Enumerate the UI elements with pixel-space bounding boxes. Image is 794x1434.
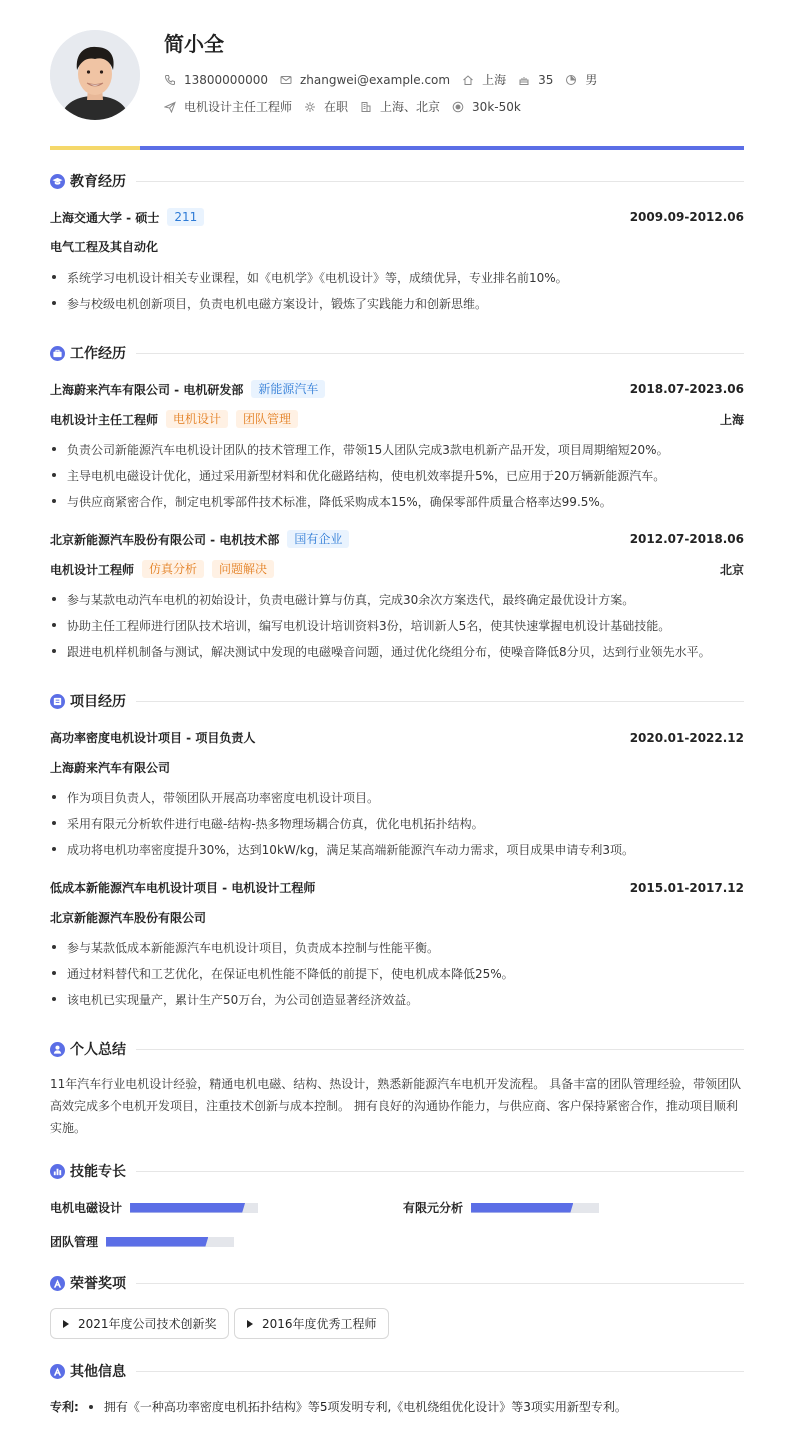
job-location: 上海 <box>719 412 744 427</box>
job-date: 2012.07-2018.06 <box>629 532 744 546</box>
list-item: 采用有限元分析软件进行电磁-结构-热多物理场耦合仿真，优化电机拓扑结构。 <box>50 815 744 832</box>
skill-fill <box>106 1237 208 1247</box>
phone-icon <box>164 74 176 86</box>
user-icon <box>50 1042 65 1057</box>
list-item: 协助主任工程师进行团队技术培训，编写电机设计培训资料3份，培训新人5名，使其快速掌握电机设计基础技能。 <box>50 617 744 634</box>
age-item <box>518 73 553 87</box>
status-item <box>304 98 348 115</box>
email-item <box>280 73 450 87</box>
info-icon <box>50 1364 65 1379</box>
list-item: 主导电机电磁设计优化，通过采用新型材料和优化磁路结构，使电机效率提升5%，已应用于20万辆新能源汽车。 <box>50 467 744 484</box>
job-company <box>50 380 325 398</box>
section-title-work: 工作经历 <box>70 346 126 362</box>
send-icon <box>164 101 176 113</box>
list-item: 成功将电机功率密度提升30%，达到10kW/kg，满足某高端新能源汽车动力需求，项目成果申请专利3项。 <box>50 841 744 858</box>
salary-text: 30k-50k <box>472 99 521 114</box>
skill-tag: 团队管理 <box>236 410 298 428</box>
target-city-item <box>360 98 440 115</box>
salary-item <box>452 100 521 114</box>
section-line <box>136 353 744 354</box>
skill-name: 有限元分析 <box>403 1201 464 1215</box>
list-item: 与供应商紧密合作，制定电机零部件技术标准，降低采购成本15%，确保零部件质量合格率达99.5%。 <box>50 493 744 510</box>
phone-item <box>164 73 268 87</box>
section-work <box>50 343 744 363</box>
divider-blue <box>140 146 744 150</box>
list-item: 跟进电机样机制备与测试，解决测试中发现的电磁噪音问题，通过优化绕组分布，使噪音降低8分贝，达到行业领先水平。 <box>50 643 744 660</box>
graduation-cap-icon <box>50 174 65 189</box>
education-header-row <box>50 208 744 226</box>
skill-item <box>50 1233 234 1250</box>
skill-track <box>471 1203 599 1213</box>
city-item <box>462 71 506 88</box>
other-info-row <box>50 1398 627 1415</box>
status-text: 在职 <box>324 100 349 114</box>
skill-track <box>130 1203 258 1213</box>
project-name: 高功率密度电机设计项目 - 项目负责人 <box>50 731 256 745</box>
company-tag: 国有企业 <box>287 530 349 548</box>
skill-item <box>50 1199 258 1216</box>
skill-tag: 问题解决 <box>212 560 274 578</box>
company-tag: 新能源汽车 <box>251 380 325 398</box>
email-text[interactable]: zhangwei@example.com <box>299 72 451 87</box>
age-text: 35 <box>538 72 554 87</box>
job-title <box>50 410 298 428</box>
bullet-dot <box>89 1405 93 1409</box>
project-company: 北京新能源汽车股份有限公司 <box>50 911 207 925</box>
other-text: 拥有《一种高功率密度电机拓扑结构》等5项发明专利,《电机绕组优化设计》等3项实用新型专利。 <box>103 1400 627 1414</box>
home-icon <box>462 74 474 86</box>
list-item: 参与某款电动汽车电机的初始设计，负责电磁计算与仿真，完成30余次方案迭代，最终确定最优设计方案。 <box>50 591 744 608</box>
section-title-summary: 个人总结 <box>70 1042 126 1058</box>
section-line <box>136 181 744 182</box>
section-title-other: 其他信息 <box>70 1364 126 1380</box>
section-line <box>136 1371 744 1372</box>
section-skills <box>50 1161 744 1181</box>
list-item: 参与某款低成本新能源汽车电机设计项目，负责成本控制与性能平衡。 <box>50 939 744 956</box>
play-icon <box>247 1320 253 1328</box>
gender-icon <box>565 74 577 86</box>
project-icon <box>50 694 65 709</box>
project-name: 低成本新能源汽车电机设计项目 - 电机设计工程师 <box>50 881 316 895</box>
skill-name: 团队管理 <box>50 1235 99 1249</box>
contact-row <box>164 71 609 88</box>
section-awards <box>50 1273 744 1293</box>
other-label: 专利: <box>50 1400 79 1414</box>
header-divider <box>50 146 744 150</box>
school-name: 上海交通大学 - 硕士 <box>50 210 160 225</box>
target-city-text: 上海、北京 <box>380 100 441 114</box>
job-title-text: 电机设计工程师 <box>50 562 135 577</box>
summary-text <box>50 1073 744 1139</box>
skill-tag: 电机设计 <box>166 410 228 428</box>
job-title-row <box>50 560 744 578</box>
mail-icon <box>280 74 292 86</box>
job-title-text: 电机设计主任工程师 <box>50 412 159 427</box>
skill-tag: 仿真分析 <box>142 560 204 578</box>
skill-track <box>106 1237 234 1247</box>
job-header-row <box>50 530 744 548</box>
building-icon <box>360 101 372 113</box>
phone-text[interactable]: 13800000000 <box>184 72 268 87</box>
position-text: 电机设计主任工程师 <box>184 100 293 114</box>
section-title-education: 教育经历 <box>70 174 126 190</box>
summary-line: 高效完成多个电机开发项目，注重技术创新与成本控制。 拥有良好的沟通协作能力，与供应商、客户保持紧密合作，推动项目顺利 <box>50 1099 738 1113</box>
job-date: 2018.07-2023.06 <box>629 382 744 396</box>
skill-item <box>403 1199 599 1216</box>
status-icon <box>304 101 316 113</box>
project-company: 上海蔚来汽车有限公司 <box>50 761 171 775</box>
skill-name: 电机电磁设计 <box>50 1201 123 1215</box>
section-line <box>136 1049 744 1050</box>
list-item: 作为项目负责人，带领团队开展高功率密度电机设计项目。 <box>50 789 744 806</box>
summary-line: 11年汽车行业电机设计经验，精通电机电磁、结构、热设计，熟悉新能源汽车电机开发流程。 具备丰富的团队管理经验，带领团队 <box>50 1077 742 1091</box>
skill-fill <box>471 1203 573 1213</box>
school-tag: 211 <box>167 208 204 226</box>
divider-yellow <box>50 146 140 150</box>
avatar <box>50 30 140 120</box>
project-header-row <box>50 729 744 746</box>
city-text: 上海 <box>482 73 507 87</box>
position-item <box>164 98 292 115</box>
list-item: 负责公司新能源汽车电机设计团队的技术管理工作，带领15人团队完成3款电机新产品开发，项目周期缩短20%。 <box>50 441 744 458</box>
job-company <box>50 530 349 548</box>
coin-icon <box>452 101 464 113</box>
project-date: 2020.01-2022.12 <box>629 730 744 745</box>
section-project <box>50 691 744 711</box>
project-header-row <box>50 879 744 896</box>
cake-icon <box>518 74 530 86</box>
section-title-skills: 技能专长 <box>70 1164 126 1180</box>
company-name: 上海蔚来汽车有限公司 - 电机研发部 <box>50 382 244 397</box>
section-education <box>50 171 744 191</box>
job-title-row <box>50 410 744 428</box>
education-major: 电气工程及其自动化 <box>50 240 159 254</box>
education-date: 2009.09-2012.06 <box>629 210 744 224</box>
section-other <box>50 1361 744 1381</box>
briefcase-icon <box>50 346 65 361</box>
project-date: 2015.01-2017.12 <box>629 880 744 895</box>
gender-text: 男 <box>585 73 598 87</box>
job-location: 北京 <box>719 562 744 577</box>
award-chip <box>234 1308 389 1339</box>
bar-chart-icon <box>50 1164 65 1179</box>
job-title <box>50 560 274 578</box>
section-line <box>136 1171 744 1172</box>
list-item: 系统学习电机设计相关专业课程，如《电机学》《电机设计》等，成绩优异，专业排名前10%。 <box>50 269 744 286</box>
award-text: 2016年度优秀工程师 <box>262 1317 377 1331</box>
award-text: 2021年度公司技术创新奖 <box>78 1317 217 1331</box>
section-title-project: 项目经历 <box>70 694 126 710</box>
company-name: 北京新能源汽车股份有限公司 - 电机技术部 <box>50 532 280 547</box>
list-item: 通过材料替代和工艺优化，在保证电机性能不降低的前提下，使电机成本降低25%。 <box>50 965 744 982</box>
section-title-awards: 荣誉奖项 <box>70 1276 126 1292</box>
gender-item <box>565 71 597 88</box>
section-summary <box>50 1039 744 1059</box>
list-item: 该电机已实现量产，累计生产50万台，为公司创造显著经济效益。 <box>50 991 744 1008</box>
award-icon <box>50 1276 65 1291</box>
section-line <box>136 701 744 702</box>
play-icon <box>63 1320 69 1328</box>
job-intent-row <box>164 98 533 115</box>
award-chip <box>50 1308 229 1339</box>
summary-line: 实施。 <box>50 1121 87 1135</box>
skill-fill <box>130 1203 245 1213</box>
list-item: 参与校级电机创新项目，负责电机电磁方案设计，锻炼了实践能力和创新思维。 <box>50 295 744 312</box>
section-line <box>136 1283 744 1284</box>
candidate-name: 简小全 <box>164 32 224 56</box>
job-header-row <box>50 380 744 398</box>
education-school <box>50 208 204 226</box>
